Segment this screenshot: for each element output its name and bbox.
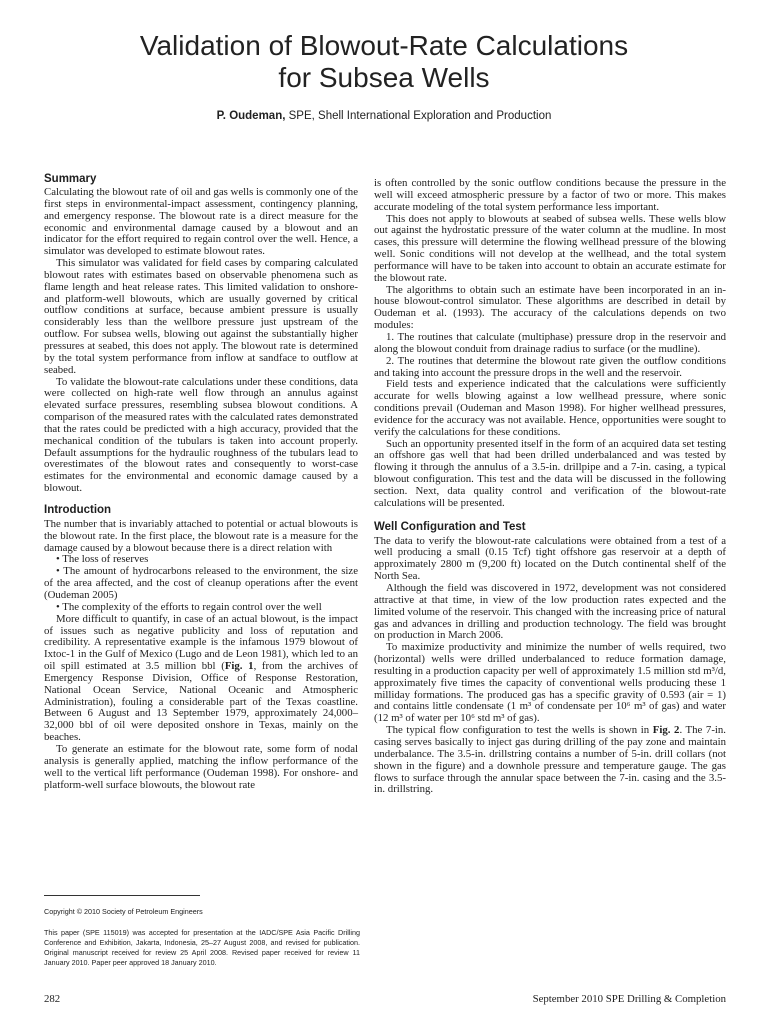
intro-bullet-1: • The loss of reserves bbox=[56, 553, 149, 566]
fig-1-reference: Fig. 1 bbox=[224, 660, 254, 673]
summary-paragraph-2: This simulator was validated for field cases by comparing calculated blowout rates with estimates based on observable phenomena such as flame length and heat release rates. This limited validation to onshore- and platform-well blowouts, which are usually governed by critical outflow conditions at surface, because ambient pressure is usually considerably less than the wellbore pressure just upstream of the outflow. For subsea wells, blowing out against the substantially higher pressures at seabed, this does not apply. The blowout rate is determined by the total system performance from inflow at sandface to outflow at seabed. bbox=[44, 257, 358, 376]
summary-paragraph-1: Calculating the blowout rate of oil and gas wells is commonly one of the first steps in environmental-impact assessment, contingency planning, and emergency response. The blowout rate is a direct measure for the economic and environmental damage caused by a blowout and an indicator for the effort required to regain control over the well. Hence, a simulator was developed to estimate blowout rates. bbox=[44, 186, 358, 258]
publication-footnote: This paper (SPE 115019) was accepted for presentation at the IADC/SPE Asia Pacific Drilling Conference and Exhibition, Jakarta, Indonesia, 25–27 August 2008, and revised for publication. Original manuscript received for review 25 April 2008. Revised paper received for review 11 January 2010. Paper peer approved 18 January 2010. bbox=[44, 928, 360, 967]
intro-paragraph-1: The number that is invariably attached to potential or actual blowouts is the blowout rate. In the first place, the blowout rate is a measure for the damage caused by a blowout because there is a direct relation with bbox=[44, 517, 358, 554]
page-number: 282 bbox=[44, 993, 61, 1005]
well-paragraph-2: Although the field was discovered in 1972, development was not considered attractive at that time, in view of the low production rates expected and the limited volume of the reservoir. This changed with the increasing price of natural gas and advances in drilling and production technology. The field was brought on production in March 2006. bbox=[374, 582, 726, 642]
left-column bbox=[44, 173, 358, 791]
right-paragraph-5: Such an opportunity presented itself in the form of an acquired data set testing an offshore gas well that had been drilled underbalanced and was tested by flowing it through the annulus of a 3.5-in. drillpipe and a 7-in. casing, a typical blowout configuration. This test and the data will be discussed in the following section. Next, data quality control and verification of the blowout-rate calculations will be presented. bbox=[374, 437, 726, 509]
well-paragraph-4-part-a: The typical flow configuration to test the wells is shown in bbox=[386, 724, 653, 737]
intro-bullet-3: • The complexity of the efforts to regain control over the well bbox=[56, 600, 322, 613]
title-line-2: for Subsea Wells bbox=[278, 62, 490, 93]
well-paragraph-4-part-b: . The 7-in. casing serves basically to inject gas during drilling of the pay zone and maintain underbalance. The 3.5-in. drillstring contains a number of 5-in. drill collars (not shown in the figure) and a downhole pressure and temperature gauge. The gas flows to surface through the annular space between the 7-in. casing and the 3.5-in. drillstring. bbox=[374, 724, 727, 796]
intro-paragraph-2-part-b: , from the archives of Emergency Response Division, Office of Response Restoration, National Ocean Service, National Oceanic and Atmospheric Administration), fouling a considerable part of the Texas coastline. Between 6 August and 13 September 1979, approximately 24,000–32,000 bbl of oil were deposited onshore in Texas, mainly on the beaches. bbox=[44, 660, 359, 744]
right-column bbox=[374, 178, 726, 796]
author-affiliation: SPE, Shell International Exploration and Production bbox=[285, 110, 552, 122]
intro-paragraph-3: To generate an estimate for the blowout rate, some form of nodal analysis is generally applied, matching the inflow performance of the well to the vertical lift performance (Oudeman 1998). For onshore- and platform-well surface blowouts, the blowout rate bbox=[44, 742, 358, 791]
copyright-notice: Copyright © 2010 Society of Petroleum Engineers bbox=[44, 907, 203, 916]
right-paragraph-3: The algorithms to obtain such an estimate have been incorporated in an in-house blowout-control simulator. These algorithms are described in detail by Oudeman et al. (1993). The accuracy of the calculations depends on two modules: bbox=[374, 283, 726, 332]
footnote-divider bbox=[44, 895, 200, 896]
intro-bullet-2 bbox=[44, 566, 358, 602]
article-title bbox=[0, 30, 768, 94]
summary-heading: Summary bbox=[44, 173, 97, 185]
well-configuration-heading: Well Configuration and Test bbox=[374, 520, 526, 533]
author-name: P. Oudeman, bbox=[216, 110, 286, 122]
right-paragraph-4: Field tests and experience indicated that the calculations were sufficiently accurate for wells blowing against a low wellhead pressure, where sonic conditions prevail (Oudeman and Mason 1998). For higher wellhead pressures, evidence for the accuracy was not available. Hence, opportunities were sought to verify the calculations for these conditions. bbox=[374, 378, 726, 438]
numbered-item-2: 2. The routines that determine the blowout rate given the outflow conditions and taking into account the pressure drops in the well and the reservoir. bbox=[374, 354, 726, 379]
summary-paragraph-3: To validate the blowout-rate calculations under these conditions, data were collected on high-rate well flow through an annulus against elevated surface pressures, resembling subsea blowout conditions. A comparison of the measured rates with the calculated rates demonstrated that the rates could be predicted with a high accuracy, provided that the mechanical condition of the tubulars is taken into account properly. Default assumptions for the hydraulic roughness of the tubulars lead to overestimates of the blowout rates and consequently to worst-case estimates for the environmental and economic damage caused by a blowout. bbox=[44, 375, 358, 495]
title-line-1: Validation of Blowout-Rate Calculations bbox=[139, 30, 629, 61]
numbered-item-1: 1. The routines that calculate (multiphase) pressure drop in the reservoir and along the blowout conduit from drainage radius to surface (or the mudline). bbox=[374, 330, 726, 355]
well-paragraph-3: To maximize productivity and minimize the number of wells required, two (horizontal) wells were drilled underbalanced to reduce formation damage, resulting in a production capacity per well of approximately 1.5 million std m³/d, approximately five times the capacity of conventional wells producing these 1 milliday formations. The produced gas has a specific gravity of 0.593 (air = 1) and contains little condensate (1 m³ of condensate per 10⁶ m³ of gas) and water (12 m³ of water per 10⁶ std m³ of gas). bbox=[374, 641, 726, 725]
intro-paragraph-2-part-a: More difficult to quantify, in case of an actual blowout, is the impact of issues such as negative publicity and loss of reputation and credibility. A representative example is the infamous 1979 blowout of Ixtoc-1 in the Gulf of Mexico (Lugo and de Leon 1981), which led to an oil spill estimated at 3.5 million bbl ( bbox=[44, 612, 358, 673]
intro-paragraph-2 bbox=[44, 614, 358, 744]
fig-2-reference: Fig. 2 bbox=[652, 724, 680, 737]
right-paragraph-1: is often controlled by the sonic outflow conditions because the pressure in the well will exceed atmospheric pressure by a factor of two or more. This makes accurate modeling of the total system performance less important. bbox=[374, 177, 726, 213]
well-paragraph-4 bbox=[374, 725, 726, 796]
right-paragraph-2: This does not apply to blowouts at seabed of subsea wells. These wells blow out against the hydrostatic pressure of the water column at the mudline. In most cases, this pressure will determine the flowing wellhead pressure of the blowing well. Sonic conditions will not develop at the wellhead, and the total system performance will have to be taken into account to obtain an accurate estimate for the blowout rate. bbox=[374, 212, 726, 284]
well-paragraph-1: The data to verify the blowout-rate calculations were obtained from a test of a well producing a small (0.15 Tcf) tight offshore gas reservoir at a depth of approximately 2800 m (9,200 ft) located on the Dutch continental shelf of the North Sea. bbox=[374, 534, 726, 583]
byline bbox=[0, 110, 768, 122]
journal-footer: September 2010 SPE Drilling & Completion bbox=[532, 993, 726, 1005]
intro-bullet-2-text: • The amount of hydrocarbons released to the environment, the size of the area affected, and the cost of cleanup operations after the event (Oudeman 2005) bbox=[44, 565, 358, 601]
introduction-heading: Introduction bbox=[44, 503, 112, 516]
